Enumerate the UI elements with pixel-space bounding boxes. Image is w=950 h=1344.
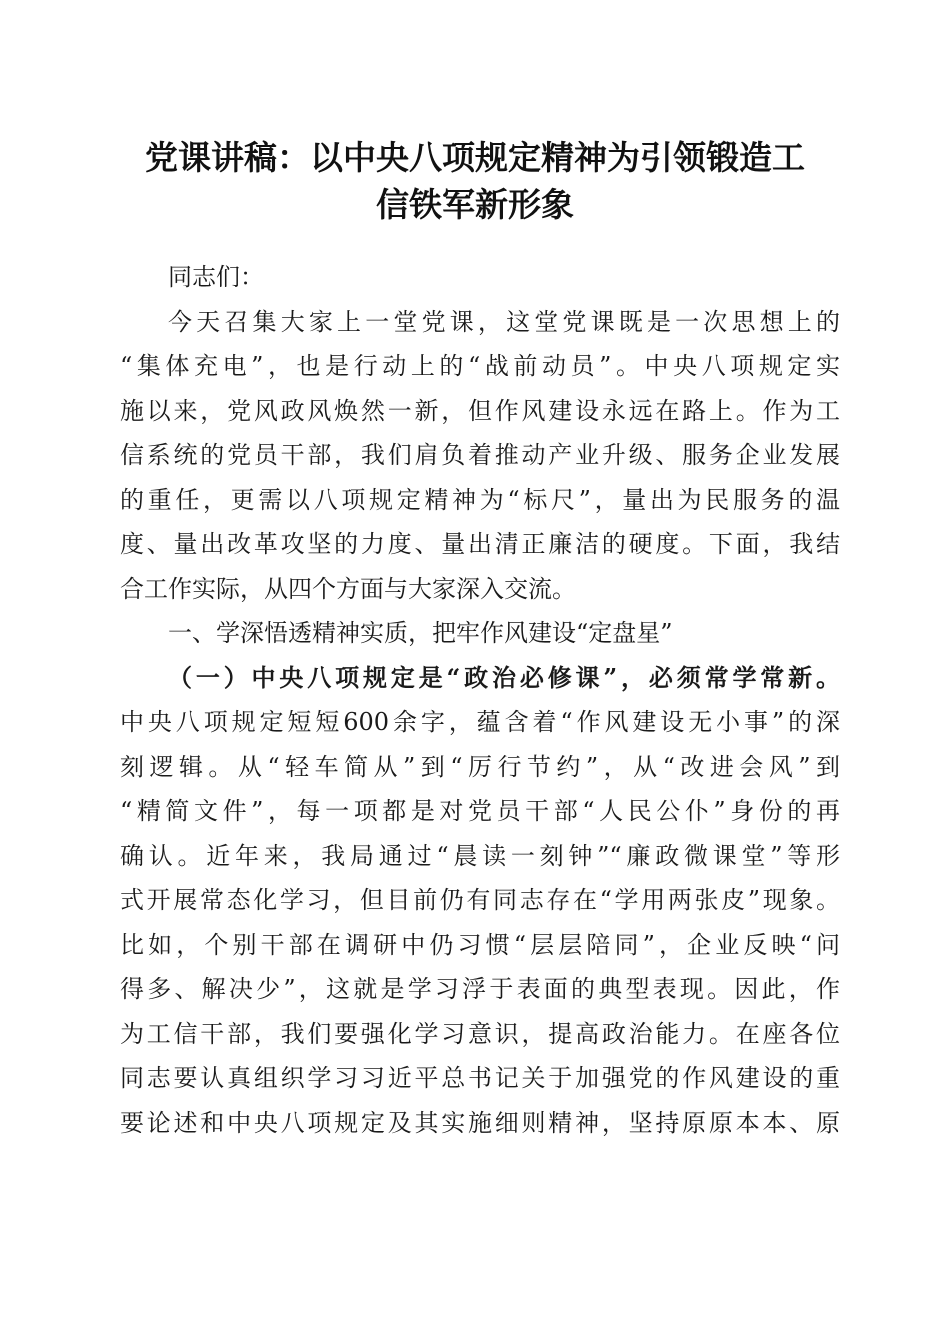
paragraph-line: 度、量出改革攻坚的力度、量出清正廉洁的硬度。下面，我结 xyxy=(120,530,840,558)
paragraph-line: 信系统的党员干部，我们肩负着推动产业升级、服务企业发展 xyxy=(120,441,840,469)
subheading-text: （一）中央八项规定是“政治必修课”，必须常学常新。 xyxy=(168,662,840,692)
document-body xyxy=(120,255,840,1145)
intro-paragraph xyxy=(120,300,840,612)
subsection-paragraph xyxy=(120,656,840,1146)
salutation xyxy=(120,255,840,300)
paragraph-line: 刻逻辑。从“轻车简从”到“厉行节约”，从“改进会风”到 xyxy=(120,752,840,781)
title-line-1: 党课讲稿：以中央八项规定精神为引领锻造工 xyxy=(145,138,805,177)
paragraph-line: 比如，个别干部在调研中仍习惯“层层陪同”，企业反映“问 xyxy=(120,930,840,959)
paragraph-line: 今天召集大家上一堂党课，这堂党课既是一次思想上的 xyxy=(168,307,840,336)
salutation-text: 同志们： xyxy=(168,263,264,291)
paragraph-line: 的重任，更需以八项规定精神为“标尺”，量出为民服务的温 xyxy=(120,485,840,514)
paragraph-line: 要论述和中央八项规定及其实施细则精神，坚持原原本本、原 xyxy=(120,1108,840,1137)
document-title xyxy=(110,134,840,228)
paragraph-line: 中央八项规定短短600余字，蕴含着“作风建设无小事”的深 xyxy=(120,708,840,736)
paragraph-line: 同志要认真组织学习习近平总书记关于加强党的作风建设的重 xyxy=(120,1064,840,1092)
paragraph-line: 施以来，党风政风焕然一新，但作风建设永远在路上。作为工 xyxy=(120,396,840,425)
section-heading-text: 一、学深悟透精神实质，把牢作风建设“定盘星” xyxy=(168,619,673,647)
paragraph-line: 为工信干部，我们要强化学习意识，提高政治能力。在座各位 xyxy=(120,1019,840,1048)
paragraph-line: 得多、解决少”，这就是学习浮于表面的典型表现。因此，作 xyxy=(120,975,840,1003)
paragraph-line: 合工作实际，从四个方面与大家深入交流。 xyxy=(120,574,576,603)
title-line-2: 信铁军新形象 xyxy=(376,185,574,224)
paragraph-line: 确认。近年来，我局通过“晨读一刻钟”“廉政微课堂”等形 xyxy=(120,841,840,870)
paragraph-line: “集体充电”，也是行动上的“战前动员”。中央八项规定实 xyxy=(120,352,840,380)
paragraph-line: 式开展常态化学习，但目前仍有同志存在“学用两张皮”现象。 xyxy=(120,886,840,914)
section-heading xyxy=(120,611,840,656)
paragraph-line: “精简文件”，每一项都是对党员干部“人民公仆”身份的再 xyxy=(120,797,840,825)
